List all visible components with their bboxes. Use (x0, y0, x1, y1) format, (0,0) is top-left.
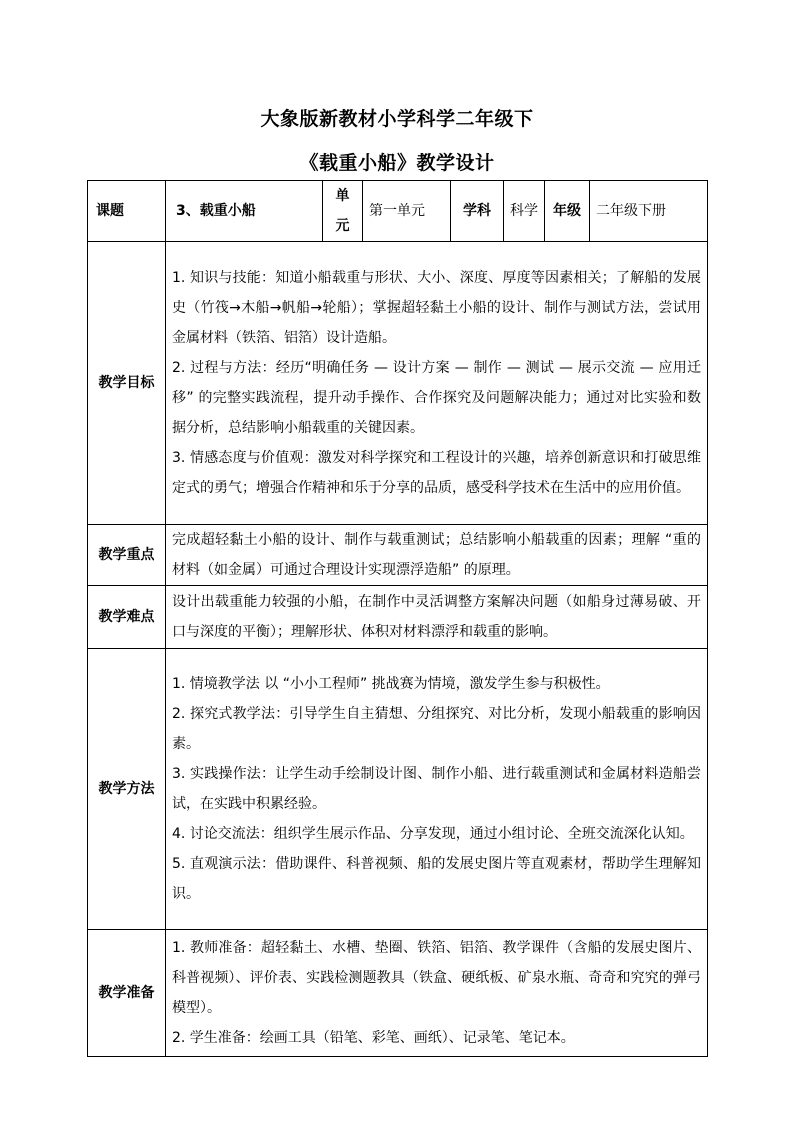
key-points-row (88, 525, 708, 586)
grade-label: 年级 (545, 181, 590, 242)
subject-label: 学科 (451, 181, 504, 242)
goal-paragraph: 2. 过程与方法：经历“明确任务 — 设计方案 — 制作 — 测试 — 展示交流 — 应用迁移” 的完整实践流程，提升动手操作、合作探究及问题解决能力；通过对比实验和数据分析，总结影响小船载重的关键因素。 (172, 360, 701, 436)
unit-label: 单元 (323, 181, 363, 242)
document-subtitle: 《载重小船》教学设计 (299, 152, 495, 174)
goals-row (88, 242, 708, 525)
key-points-content (166, 525, 708, 586)
methods-label: 教学方法 (88, 649, 166, 930)
method-paragraph: 3. 实践操作法：让学生动手绘制设计图、制作小船、进行载重测试和金属材料造船尝试，在实践中积累经验。 (172, 766, 701, 812)
key-points-label: 教学重点 (88, 525, 166, 586)
document-title: 大象版新教材小学科学二年级下 (260, 108, 534, 130)
method-paragraph: 2. 探究式教学法：引导学生自主猜想、分组探究、对比分析，发现小船载重的影响因素。 (172, 706, 701, 752)
difficulty-paragraph: 设计出载重能力较强的小船，在制作中灵活调整方案解决问题（如船身过薄易破、开口与深度的平衡）；理解形状、体积对材料漂浮和载重的影响。 (172, 594, 701, 640)
methods-content (166, 649, 708, 930)
methods-row (88, 649, 708, 930)
goal-paragraph: 3. 情感态度与价值观：激发对科学探究和工程设计的兴趣，培养创新意识和打破思维定式的勇气；增强合作精神和乐于分享的品质，感受科学技术在生活中的应用价值。 (172, 450, 701, 496)
unit-value: 第一单元 (363, 181, 451, 242)
lesson-label: 课题 (88, 181, 166, 242)
method-paragraph: 4. 讨论交流法：组织学生展示作品、分享发现，通过小组讨论、全班交流深化认知。 (172, 826, 694, 842)
subject-value: 科学 (504, 181, 545, 242)
goals-content (166, 242, 708, 525)
difficulties-label: 教学难点 (88, 586, 166, 649)
grade-value: 二年级下册 (590, 181, 708, 242)
key-point-paragraph: 完成超轻黏土小船的设计、制作与载重测试；总结影响小船载重的因素；理解 “重的材料（如金属）可通过合理设计实现漂浮造船” 的原理。 (172, 532, 701, 578)
difficulties-row (88, 586, 708, 649)
preparation-label: 教学准备 (88, 930, 166, 1057)
preparation-paragraph: 1. 教师准备：超轻黏土、水槽、垫圈、铁箔、铝箔、教学课件（含船的发展史图片、科普视频）、评价表、实践检测题教具（铁盒、硬纸板、矿泉水瓶、奇奇和究究的弹弓模型）。 (172, 940, 701, 1016)
method-paragraph: 5. 直观演示法：借助课件、科普视频、船的发展史图片等直观素材，帮助学生理解知识。 (172, 856, 701, 902)
lesson-value: 3、载重小船 (166, 181, 323, 242)
method-paragraph: 1. 情境教学法 以 “小小工程师” 挑战赛为情境，激发学生参与积极性。 (172, 676, 610, 692)
difficulties-content (166, 586, 708, 649)
goals-label: 教学目标 (88, 242, 166, 525)
preparation-content (166, 930, 708, 1057)
preparation-row (88, 930, 708, 1057)
header-row (88, 181, 708, 242)
lesson-plan-table (87, 180, 708, 1057)
goal-paragraph: 1. 知识与技能：知道小船载重与形状、大小、深度、厚度等因素相关；了解船的发展史（竹筏→木船→帆船→轮船）；掌握超轻黏土小船的设计、制作与测试方法，尝试用金属材料（铁箔、铝箔）设计造船。 (172, 270, 701, 346)
preparation-paragraph: 2. 学生准备：绘画工具（铅笔、彩笔、画纸）、记录笔、笔记本。 (172, 1030, 575, 1046)
